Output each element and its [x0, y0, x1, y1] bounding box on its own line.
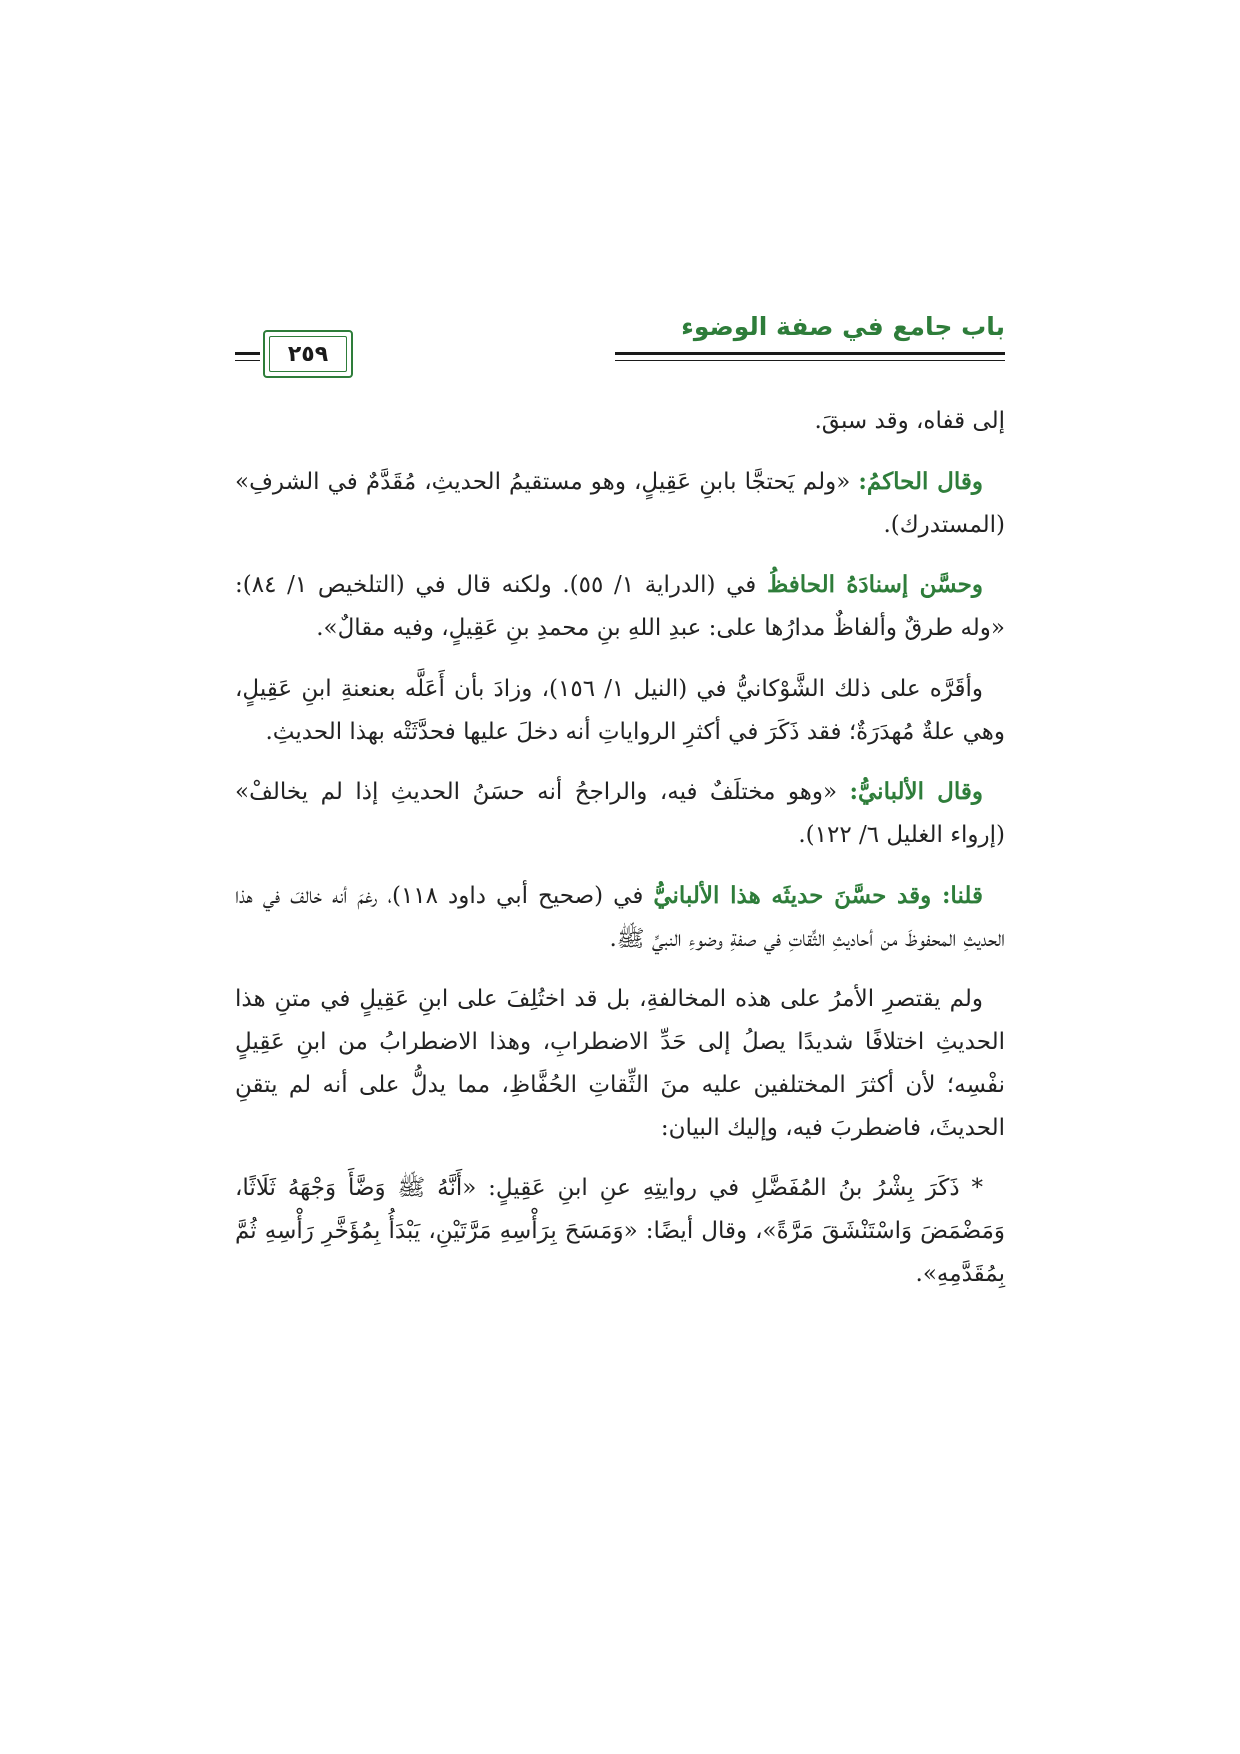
paragraph-1-text: إلى قفاه، وقد سبقَ. — [814, 408, 1005, 434]
paragraph-5-text: «وهو مختلَفٌ فيه، والراجحُ أنه حسَنُ الحديثِ إذا لم يخالفْ» (إرواء الغليل ٦/ ١٢٢). — [235, 779, 1005, 849]
paragraph-6-lead: قلنا: وقد حسَّنَ حديثَه هذا الألبانيُّ — [653, 881, 983, 909]
paragraph-8-text: * ذَكَرَ بِشْرُ بنُ المُفَضَّلِ في روايتِهِ عنِ ابنِ عَقِيلٍ: «أَنَّهُ ﷺ وَضَّأَ وَجْهَهُ ثَلَاثًا، وَمَضْمَضَ وَاسْتَنْشَقَ مَرَّةً»، وقال أيضًا: «وَمَسَحَ بِرَأْسِهِ مَرَّتَيْنِ، يَبْدَأُ بِمُؤَخَّرِ رَأْسِهِ ثُمَّ بِمُقَدَّمِهِ». — [235, 1175, 1005, 1288]
running-title: باب جامع في صفة الوضوء — [681, 312, 1005, 341]
paragraph-2 — [235, 461, 1005, 547]
header-rule-left-main — [235, 352, 260, 355]
page-number: ٢٥٩ — [287, 341, 329, 367]
paragraph-7-text: ولم يقتصرِ الأمرُ على هذه المخالفةِ، بل قد اختُلِفَ على ابنِ عَقِيلٍ في متنِ هذا الحديثِ اختلافًا شديدًا يصلُ إلى حَدِّ الاضطرابِ، وهذا الاضطرابُ من ابنِ عَقِيلٍ نفْسِه؛ لأن أكثرَ المختلفين عليه منَ الثِّقاتِ الحُفَّاظِ، مما يدلُّ على أنه لم يتقنِ الحديثَ، فاضطربَ فيه، وإليك البيان: — [235, 986, 1005, 1141]
page-number-frame — [263, 330, 353, 378]
header-rule-main — [615, 352, 1005, 355]
paragraph-3-text: في (الدراية ١/ ٥٥). ولكنه قال في (التلخيص ١/ ٨٤): «وله طرقٌ وألفاظٌ مدارُها على: عبدِ اللهِ بنِ محمدِ بنِ عَقِيلٍ، وفيه مقالٌ». — [235, 572, 1005, 642]
paragraph-6-text: في (صحيح أبي داود ١١٨)، رغمَ أنه خالفَ في هذا الحديثِ المحفوظَ من أحاديثِ الثِّقاتِ في صفةِ وضوءِ النبيِّ ﷺ. — [235, 882, 1005, 952]
paragraph-1 — [235, 400, 1005, 443]
paragraph-7 — [235, 978, 1005, 1149]
paragraph-4-text: وأقَرَّه على ذلك الشَّوْكانيُّ في (النيل ١/ ١٥٦)، وزادَ بأن أَعَلَّه بعنعنةِ ابنِ عَقِيلٍ، وهي علةٌ مُهدَرَةٌ؛ فقد ذَكَرَ في أكثرِ الرواياتِ أنه دخلَ عليها فحدَّثَتْه بهذا الحديثِ. — [235, 675, 1005, 745]
paragraph-5-lead: وقال الألبانيُّ: — [849, 778, 983, 806]
paragraph-2-text: «ولم يَحتجَّا بابنِ عَقِيلٍ، وهو مستقيمُ الحديثِ، مُقَدَّمٌ في الشرفِ» (المستدرك). — [235, 468, 1005, 538]
paragraph-5 — [235, 771, 1005, 857]
header-rule-left-thin — [235, 360, 260, 361]
paragraph-3-lead: وحسَّن إسنادَهُ الحافظُ — [766, 571, 983, 599]
paragraph-3 — [235, 564, 1005, 650]
paragraph-4 — [235, 668, 1005, 754]
paragraph-6 — [235, 875, 1005, 961]
page-body — [235, 400, 1005, 1314]
paragraph-8 — [235, 1167, 1005, 1295]
paragraph-2-lead: وقال الحاكمُ: — [858, 467, 983, 495]
header-rule-thin — [615, 360, 1005, 361]
page-header — [235, 300, 1005, 380]
